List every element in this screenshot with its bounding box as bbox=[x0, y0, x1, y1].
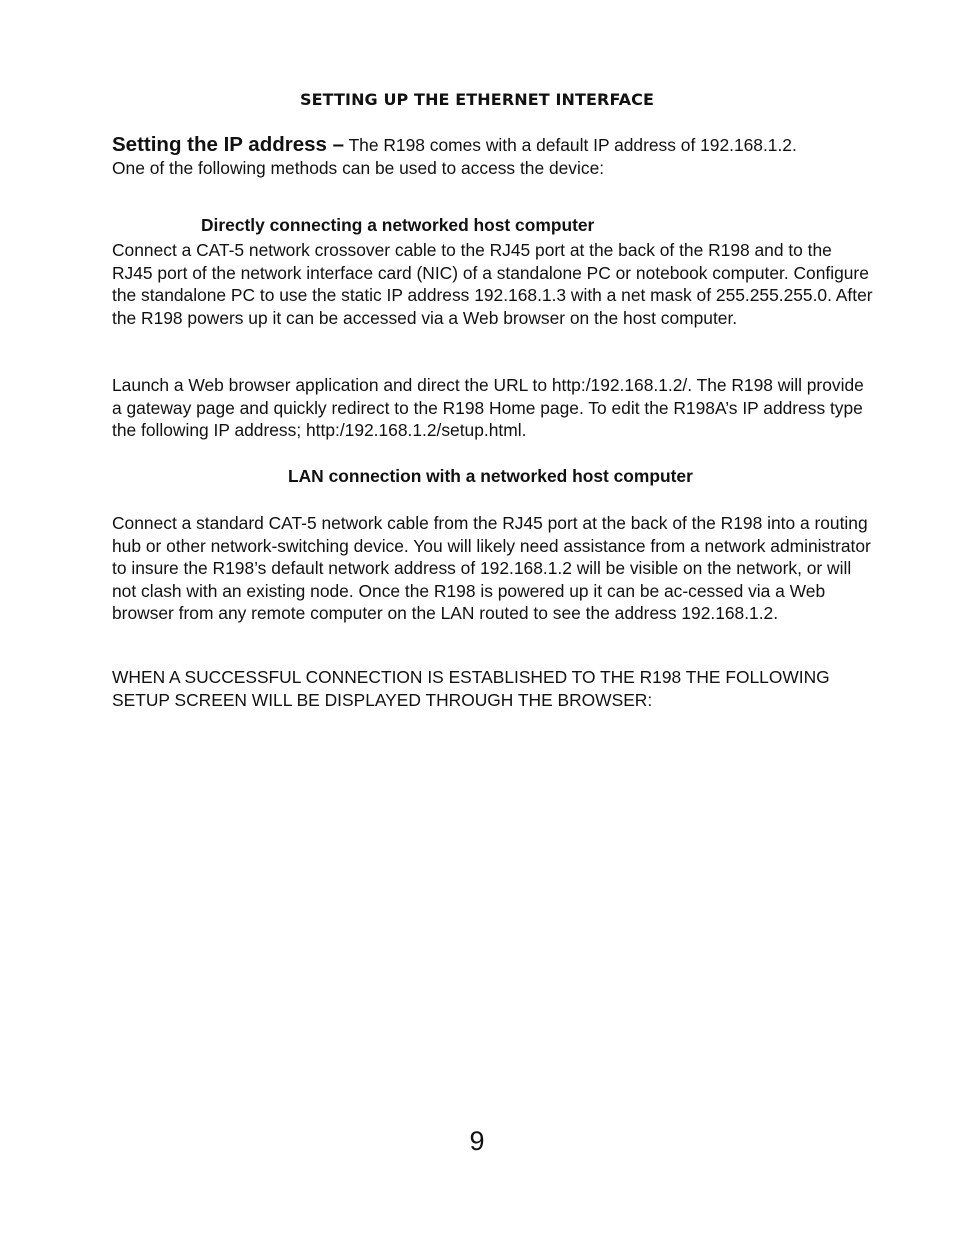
page-number: 9 bbox=[469, 1126, 485, 1156]
lan-connection-heading: LAN connection with a networked host computer bbox=[288, 466, 693, 486]
launch-browser-paragraph: Launch a Web browser application and direct the URL to http:/192.168.1.2/. The R198 will provide a gateway page and quickly redirect to the R198 Home page. To edit the R198A’s IP address type the following IP address; http:/192.168.1.2/setup.html. bbox=[112, 375, 864, 441]
direct-connection-paragraph: Connect a CAT-5 network crossover cable to the RJ45 port at the back of the R198 and to the RJ45 port of the network interface card (NIC) of a standalone PC or notebook computer. Configure the standalone PC to use the static IP address 192.168.1.3 with a net mask of 255.255.255.0. After the R198 powers up it can be accessed via a Web browser on the host computer. bbox=[112, 240, 873, 328]
direct-connection-heading: Directly connecting a networked host computer bbox=[201, 215, 595, 235]
intro-text: The R198 comes with a default IP address of 192.168.1.2. bbox=[348, 135, 797, 155]
lan-connection-paragraph: Connect a standard CAT-5 network cable from the RJ45 port at the back of the R198 into a routing hub or other network-switching device. You will likely need assistance from a network administrator to insure the R198’s default network address of 192.168.1.2 will be visible on the network, or will not clash with an existing node. Once the R198 is powered up it can be ac-cessed via a Web browser from any remote computer on the LAN routed to see the address 192.168.1.2. bbox=[112, 513, 871, 624]
section-title: SETTING UP THE ETHERNET INTERFACE bbox=[299, 90, 655, 109]
intro-run-in-heading: Setting the IP address – bbox=[112, 133, 345, 156]
intro-text-line2: One of the following methods can be used to access the device: bbox=[112, 157, 605, 178]
setup-screen-notice: WHEN A SUCCESSFUL CONNECTION IS ESTABLISHED TO THE R198 THE FOLLOWING SETUP SCREEN WILL BE DISPLAYED THROUGH THE BROWSER: bbox=[112, 667, 830, 710]
intro-paragraph bbox=[112, 134, 874, 179]
